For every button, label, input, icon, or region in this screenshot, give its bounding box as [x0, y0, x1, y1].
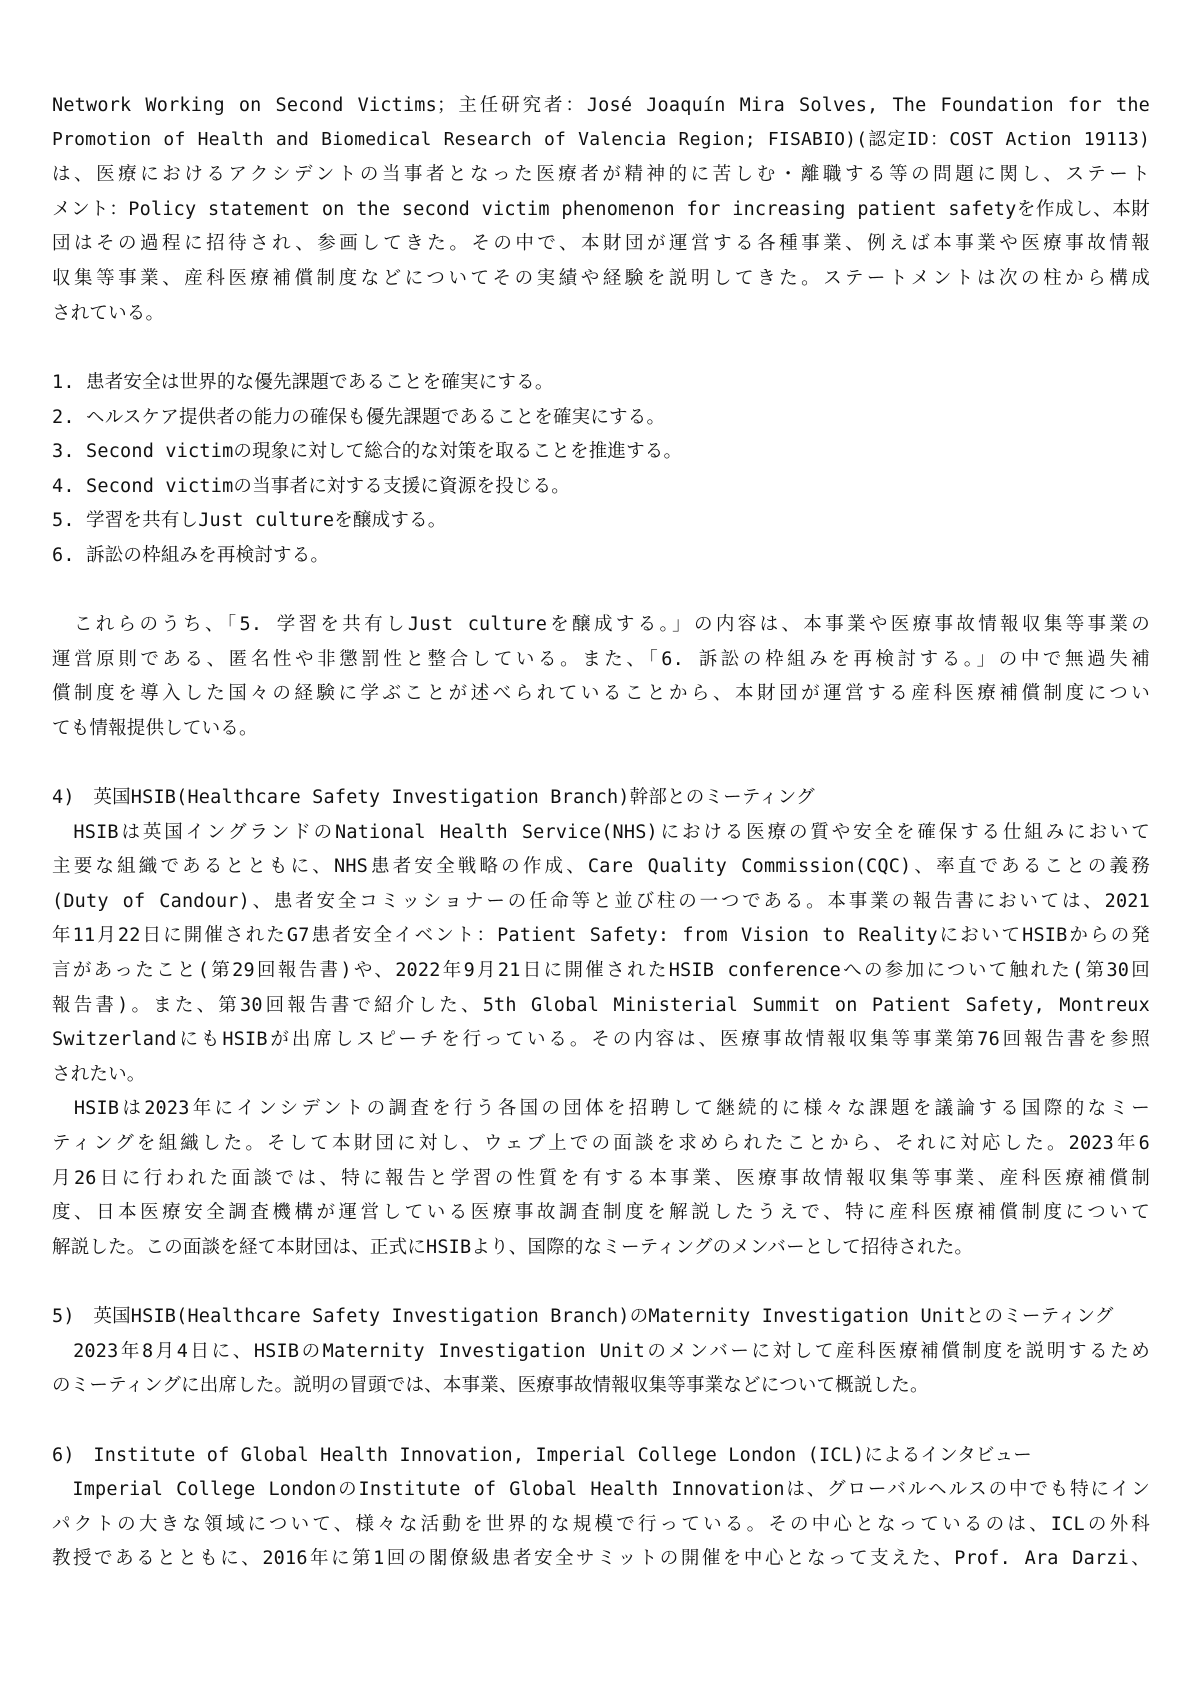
section-5-line: 2023年8月4日に、HSIBのMaternity Investigation Unitのメンバーに対して産科医療補償制度を説明するため — [52, 1341, 1150, 1362]
paragraph-1-line: Network Working on Second Victims；主任研究者：José Joaquín Mira Solves, The Foundation for the — [52, 95, 1150, 116]
paragraph-1-line: は、医療におけるアクシデントの当事者となった医療者が精神的に苦しむ・離職する等の問題に関し、ステート — [52, 164, 1150, 185]
section-4-heading: 4) 英国HSIB(Healthcare Safety Investigation Branch)幹部とのミーティング — [52, 787, 815, 808]
paragraph-1-line: メント：Policy statement on the second victim phenomenon for increasing patient safetyを作成し、本財 — [52, 199, 1150, 220]
section-4-line: 言があったこと(第29回報告書)や、2022年9月21日に開催されたHSIB conferenceへの参加について触れた(第30回 — [52, 960, 1150, 981]
pillar-item-2: 2. ヘルスケア提供者の能力の確保も優先課題であることを確実にする。 — [52, 407, 666, 428]
section-4-line: 月26日に行われた面談では、特に報告と学習の性質を有する本事業、医療事故情報収集等事業、産科医療補償制 — [52, 1168, 1150, 1189]
pillar-item-1: 1. 患者安全は世界的な優先課題であることを確実にする。 — [52, 372, 554, 393]
paragraph-1-line: されている。 — [52, 303, 165, 324]
section-4-line: 主要な組織であるとともに、NHS患者安全戦略の作成、Care Quality Commission(CQC)、率直であることの義務 — [52, 856, 1150, 877]
paragraph-2-line: ても情報提供している。 — [52, 718, 258, 739]
section-4-line: ティングを組織した。そして本財団に対し、ウェブ上での面談を求められたことから、それに対応した。2023年6 — [52, 1133, 1150, 1154]
section-4-line: HSIBは2023年にインシデントの調査を行う各国の団体を招聘して継続的に様々な課題を議論する国際的なミー — [52, 1098, 1150, 1119]
section-4-line: 度、日本医療安全調査機構が運営している医療事故調査制度を解説したうえで、特に産科医療補償制度について — [52, 1202, 1150, 1223]
section-5-heading: 5) 英国HSIB(Healthcare Safety Investigation Branch)のMaternity Investigation Unitとのミーティング — [52, 1306, 1114, 1327]
section-6-line: パクトの大きな領域について、様々な活動を世界的な規模で行っている。その中心となっているのは、ICLの外科 — [52, 1514, 1150, 1535]
pillar-item-3: 3. Second victimの現象に対して総合的な対策を取ることを推進する。 — [52, 441, 683, 462]
paragraph-2-line: これらのうち、「5. 学習を共有しJust cultureを醸成する。」の内容は、本事業や医療事故情報収集等事業の — [52, 614, 1150, 635]
paragraph-1-line: Promotion of Health and Biomedical Research of Valencia Region; FISABIO)(認定ID：COST Action 19113) — [52, 129, 1150, 150]
section-4-line: (Duty of Candour)、患者安全コミッショナーの任命等と並び柱の一つである。本事業の報告書においては、2021 — [52, 891, 1150, 912]
section-4-line: 報告書)。また、第30回報告書で紹介した、5th Global Ministerial Summit on Patient Safety, Montreux — [52, 995, 1150, 1016]
pillar-item-6: 6. 訴訟の枠組みを再検討する。 — [52, 545, 330, 566]
section-6-line: Imperial College LondonのInstitute of Global Health Innovationは、グローバルヘルスの中でも特にイン — [52, 1479, 1150, 1500]
pillar-item-4: 4. Second victimの当事者に対する支援に資源を投じる。 — [52, 476, 571, 497]
pillar-item-5: 5. 学習を共有しJust cultureを醸成する。 — [52, 510, 447, 531]
section-4-line: 解説した。この面談を経て本財団は、正式にHSIBより、国際的なミーティングのメンバーとして招待された。 — [52, 1237, 974, 1258]
section-5-line: のミーティングに出席した。説明の冒頭では、本事業、医療事故情報収集等事業などについて概説した。 — [52, 1375, 929, 1396]
paragraph-1-line: 収集等事業、産科医療補償制度などについてその実績や経験を説明してきた。ステートメントは次の柱から構成 — [52, 268, 1150, 289]
section-6-line: 教授であるとともに、2016年に第1回の閣僚級患者安全サミットの開催を中心となって支えた、Prof. Ara Darzi、 — [52, 1548, 1150, 1569]
paragraph-2-line: 償制度を導入した国々の経験に学ぶことが述べられていることから、本財団が運営する産科医療補償制度につい — [52, 683, 1150, 704]
paragraph-1-line: 団はその過程に招待され、参画してきた。その中で、本財団が運営する各種事業、例えば本事業や医療事故情報 — [52, 233, 1150, 254]
section-4-line: されたい。 — [52, 1064, 146, 1085]
paragraph-2-line: 運営原則である、匿名性や非懲罰性と整合している。また、「6. 訴訟の枠組みを再検討する。」の中で無過失補 — [52, 649, 1150, 670]
section-4-line: SwitzerlandにもHSIBが出席しスピーチを行っている。その内容は、医療事故情報収集等事業第76回報告書を参照 — [52, 1029, 1150, 1050]
section-6-heading: 6) Institute of Global Health Innovation, Imperial College London (ICL)によるインタビュー — [52, 1445, 1032, 1466]
section-4-line: HSIBは英国イングランドのNational Health Service(NHS)における医療の質や安全を確保する仕組みにおいて — [52, 822, 1150, 843]
section-4-line: 年11月22日に開催されたG7患者安全イベント：Patient Safety: from Vision to RealityにおいてHSIBからの発 — [52, 925, 1150, 946]
